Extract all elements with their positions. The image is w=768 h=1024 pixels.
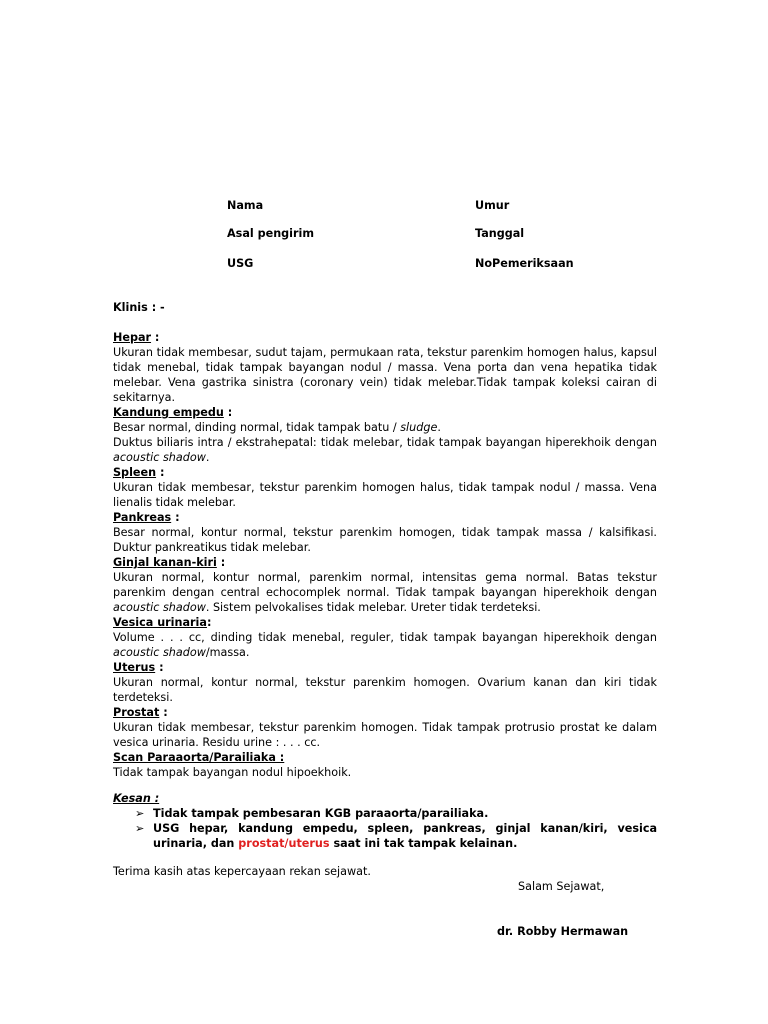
section-pankreas: Pankreas : Besar normal, kontur normal, tekstur parenkim homogen, tidak tampak massa / kalsifikasi. Duktur pankreatikus tidak melebar.	[113, 511, 657, 554]
label-nopemeriksaan: NoPemeriksaan	[475, 257, 574, 270]
salam-line: Salam Sejawat,	[518, 880, 605, 893]
vesica-title: Vesica urinaria	[113, 616, 207, 629]
kandung-title: Kandung empedu	[113, 406, 224, 419]
scan-title: Scan Paraaorta/Parailiaka :	[113, 751, 285, 764]
label-tanggal: Tanggal	[475, 227, 525, 240]
hepar-text: Ukuran tidak membesar, sudut tajam, permukaan rata, tekstur parenkim homogen halus, kapsul tidak menebal, tidak tampak bayangan nodul / massa. Vena porta dan vena hepatika tidak melebar. Vena gastrika sinistra (coronary vein) tidak melebar.Tidak tampak koleksi cairan di sekitarnya.	[113, 346, 657, 404]
kesan-title: Kesan :	[113, 792, 160, 805]
kesan-section	[113, 791, 657, 851]
hepar-title: Hepar	[113, 331, 152, 344]
label-usg: USG	[227, 257, 254, 270]
kesan-item-1: ➢ Tidak tampak pembesaran KGB paraaorta/parailiaka.	[135, 807, 489, 820]
arrow-bullet-icon: ➢	[135, 807, 145, 820]
ginjal-text: Ukuran normal, kontur normal, parenkim normal, intensitas gema normal. Batas tekstur parenkim dengan central echocomplek normal. Tidak tampak bayangan hiperekhoik dengan acoustic shadow. Sistem pelvokalises tidak melebar. Ureter tidak terdeteksi.	[113, 571, 657, 614]
findings-body	[113, 330, 657, 780]
uterus-text: Ukuran normal, kontur normal, tekstur parenkim homogen. Ovarium kanan dan kiri tidak terdeteksi.	[113, 676, 657, 704]
kandung-text-2: Duktus biliaris intra / ekstrahepatal: tidak melebar, tidak tampak bayangan hiperekhoik dengan acoustic shadow.	[113, 436, 657, 464]
arrow-bullet-icon: ➢	[135, 822, 145, 835]
pankreas-title: Pankreas	[113, 511, 172, 524]
klinis-line: Klinis : -	[113, 301, 165, 314]
kesan-list	[113, 806, 657, 851]
section-ginjal: Ginjal kanan-kiri : Ukuran normal, kontur normal, parenkim normal, intensitas gema normal. Batas tekstur parenkim dengan central echocomplek normal. Tidak tampak bayangan hiperekhoik dengan acoustic shadow. Sistem pelvokalises tidak melebar. Ureter tidak terdeteksi.	[113, 556, 657, 614]
label-nama: Nama	[227, 199, 264, 212]
prostat-title: Prostat	[113, 706, 160, 719]
section-uterus: Uterus : Ukuran normal, kontur normal, tekstur parenkim homogen. Ovarium kanan dan kiri tidak terdeteksi.	[113, 661, 657, 704]
signature-name: dr. Robby Hermawan	[497, 925, 629, 938]
spleen-title: Spleen	[113, 466, 157, 479]
thanks-line: Terima kasih atas kepercayaan rekan sejawat.	[113, 865, 371, 878]
scan-text: Tidak tampak bayangan nodul hipoekhoik.	[113, 766, 352, 779]
uterus-title: Uterus	[113, 661, 156, 674]
kandung-text-1: Besar normal, dinding normal, tidak tampak batu / sludge.	[113, 421, 441, 434]
section-prostat: Prostat : Ukuran tidak membesar, tekstur parenkim homogen. Tidak tampak protrusio prostat ke dalam vesica urinaria. Residu urine : . . . cc.	[113, 706, 657, 749]
vesica-text: Volume . . . cc, dinding tidak menebal, reguler, tidak tampak bayangan hiperekhoik dengan acoustic shadow/massa.	[113, 631, 657, 659]
label-asal-pengirim: Asal pengirim	[227, 227, 315, 240]
section-kandung-empedu: Kandung empedu : Besar normal, dinding normal, tidak tampak batu / sludge. Duktus biliaris intra / ekstrahepatal: tidak melebar, tidak tampak bayangan hiperekhoik dengan acoustic shadow.	[113, 406, 657, 464]
section-scan	[113, 750, 657, 780]
ginjal-title: Ginjal kanan-kiri	[113, 556, 217, 569]
section-hepar: Hepar : Ukuran tidak membesar, sudut tajam, permukaan rata, tekstur parenkim homogen halus, kapsul tidak menebal, tidak tampak bayangan nodul / massa. Vena porta dan vena hepatika tidak melebar. Vena gastrika sinistra (coronary vein) tidak melebar.Tidak tampak koleksi cairan di sekitarnya.	[113, 331, 657, 404]
highlight-prostat-uterus: prostat/uterus	[238, 837, 330, 850]
section-spleen: Spleen : Ukuran tidak membesar, tekstur parenkim homogen halus, tidak tampak nodul / massa. Vena lienalis tidak melebar.	[113, 466, 657, 509]
pankreas-text: Besar normal, kontur normal, tekstur parenkim homogen, tidak tampak massa / kalsifikasi. Duktur pankreatikus tidak melebar.	[113, 526, 657, 554]
prostat-text: Ukuran tidak membesar, tekstur parenkim homogen. Tidak tampak protrusio prostat ke dalam vesica urinaria. Residu urine : . . . cc.	[113, 721, 657, 749]
kesan-item-2: ➢ USG hepar, kandung empedu, spleen, pankreas, ginjal kanan/kiri, vesica urinaria, dan prostat/uterus saat ini tak tampak kelainan.	[135, 822, 657, 850]
label-umur: Umur	[475, 199, 510, 212]
section-vesica: Vesica urinaria: Volume . . . cc, dinding tidak menebal, reguler, tidak tampak bayangan hiperekhoik dengan acoustic shadow/massa.	[113, 616, 657, 659]
spleen-text: Ukuran tidak membesar, tekstur parenkim homogen halus, tidak tampak nodul / massa. Vena lienalis tidak melebar.	[113, 481, 657, 509]
